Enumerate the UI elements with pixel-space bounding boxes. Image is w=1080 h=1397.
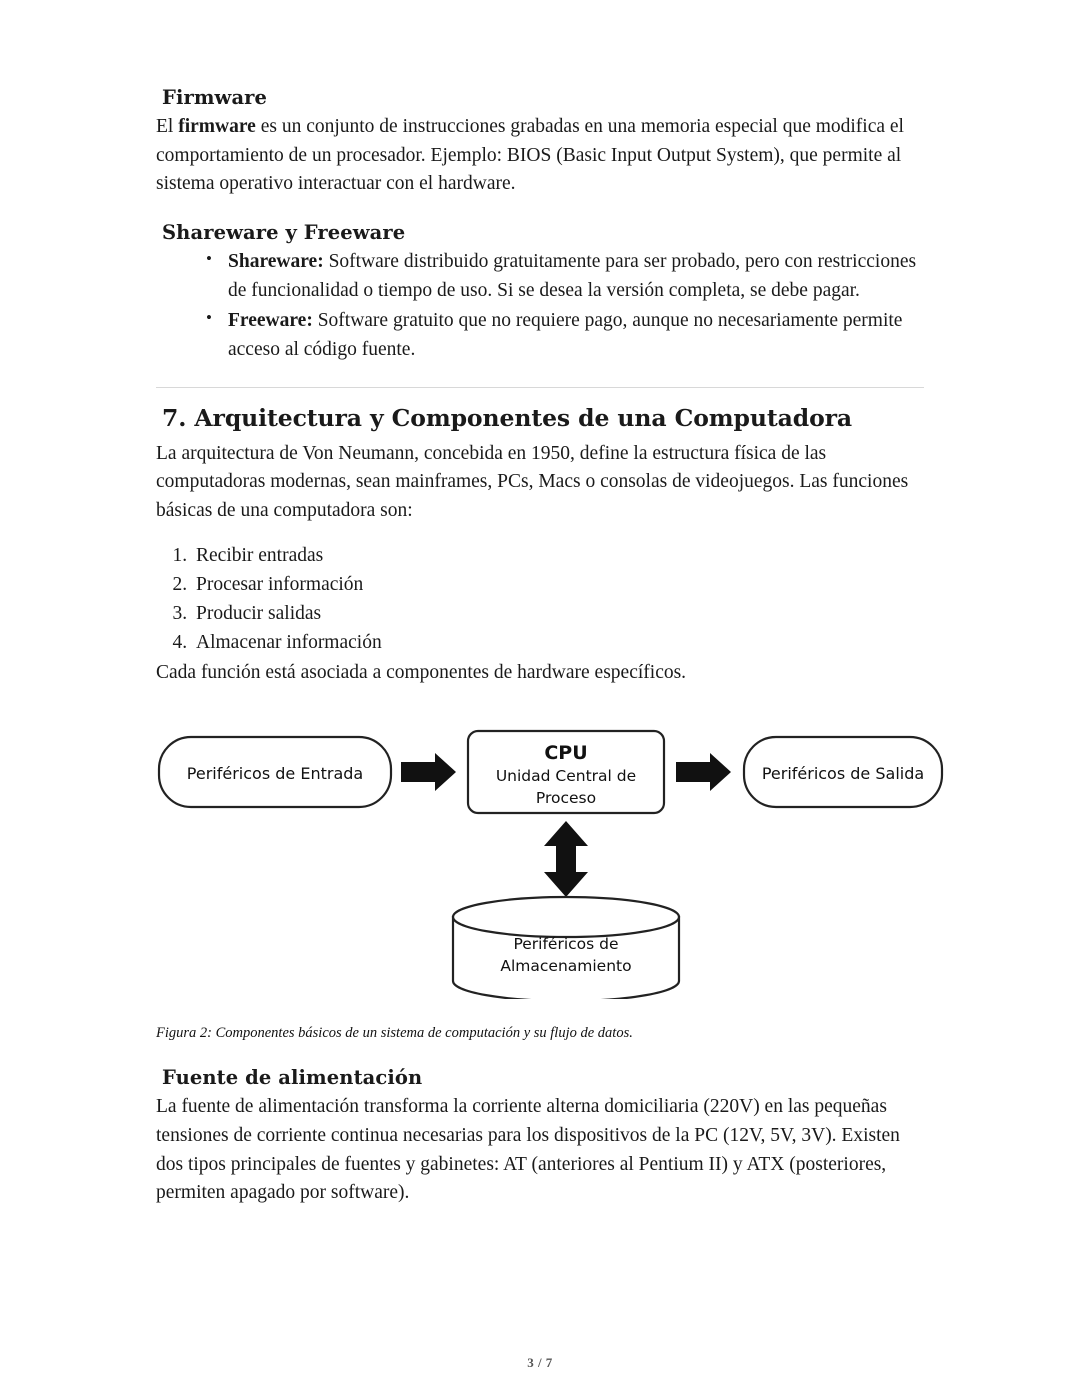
node-cpu-line2: Proceso — [535, 789, 597, 808]
arrow-cpu-to-output-icon — [676, 753, 731, 791]
node-cpu-title: CPU — [544, 742, 588, 765]
arrow-cpu-storage-bidirectional-icon — [544, 821, 588, 897]
node-output-label: Periféricos de Salida — [761, 764, 925, 784]
list-computer-functions — [156, 542, 924, 658]
list-item: 4. Almacenar información — [192, 629, 924, 657]
spacer — [156, 1042, 924, 1066]
paragraph-firmware — [156, 113, 924, 199]
list-item — [206, 248, 924, 305]
firmware-term: firmware — [178, 116, 256, 137]
list-item — [206, 307, 924, 364]
figure-computer-architecture — [156, 709, 924, 999]
list-item: 1. Recibir entradas — [192, 542, 924, 570]
paragraph-functions-closing: Cada función está asociada a componentes de hardware específicos. — [156, 661, 687, 683]
arrow-input-to-cpu-icon — [401, 753, 456, 791]
list-shareware-freeware — [156, 248, 924, 365]
heading-firmware: Firmware — [162, 86, 268, 109]
heading-shareware-freeware: Shareware y Freeware — [162, 220, 406, 244]
firmware-text-rest: es un conjunto de instrucciones grabadas en una memoria especial que modifica el comportamiento de un procesador. Ejemplo: BIOS (Basic Input Output System), que permite al sistema operativo interactuar con el hardware. — [156, 116, 904, 195]
paragraph-power-supply: La fuente de alimentación transforma la corriente alterna domiciliaria (220V) en las pequeñas tensiones de corriente continua necesarias para los dispositivos de la PC (12V, 5V, 3V). Existen dos tipos principales de fuentes y gabinetes: AT (anteriores al Pentium II) y ATX (posteriores, permiten apagado por software). — [156, 1096, 900, 1204]
node-storage-line1: Periféricos de — [513, 935, 619, 954]
node-cpu-line1: Unidad Central de — [495, 767, 637, 786]
bullet-text-shareware: Software distribuido gratuitamente para ser probado, pero con restricciones de funcionalidad o tiempo de uso. Si se desea la versión completa, se debe pagar. — [228, 250, 917, 301]
list-item: 2. Procesar información — [192, 571, 924, 599]
bullet-text-freeware: Software gratuito que no requiere pago, aunque no necesariamente permite acceso al código fuente. — [228, 310, 903, 360]
page-number: 3 / 7 — [527, 1355, 553, 1370]
diagram-svg — [156, 709, 946, 999]
page-title: 7. Arquitectura y Componentes de una Computadora — [162, 403, 853, 432]
node-input-label: Periféricos de Entrada — [186, 764, 364, 784]
node-storage-line2: Almacenamiento — [500, 957, 632, 976]
paragraph-architecture-intro: La arquitectura de Von Neumann, concebida en 1950, define la estructura física de las computadoras modernas, sean mainframes, PCs, Macs o consolas de videojuegos. Las funciones básicas de una computadora son: — [156, 442, 909, 521]
heading-power-supply: Fuente de alimentación — [162, 1066, 423, 1090]
firmware-text-prefix: El — [156, 116, 179, 137]
bullet-term-shareware: Shareware: — [228, 250, 324, 272]
spacer — [156, 199, 924, 221]
bullet-term-freeware: Freeware: — [228, 310, 313, 332]
list-item: 3. Producir salidas — [192, 600, 924, 628]
figure-caption: Figura 2: Componentes básicos de un sistema de computación y su flujo de datos. — [156, 1025, 633, 1042]
section-divider — [156, 387, 924, 388]
